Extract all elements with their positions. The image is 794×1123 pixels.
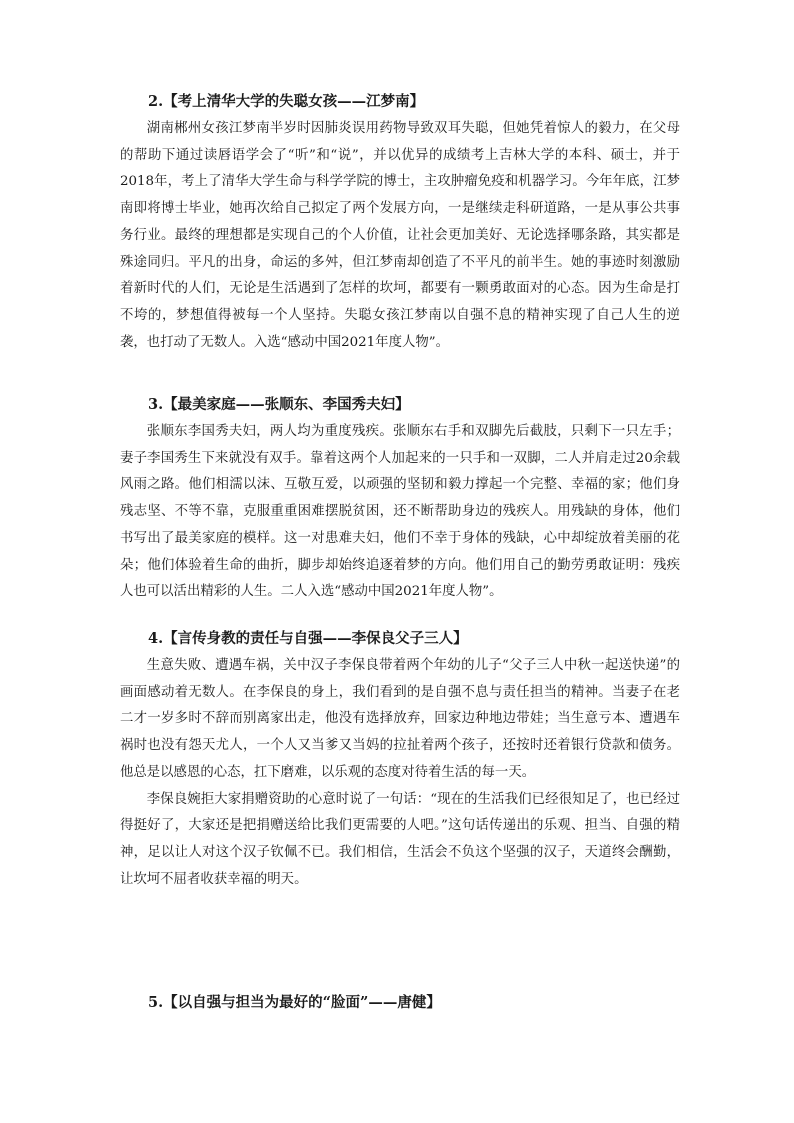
section-heading: 4.【言传身教的责任与自强——李保良父子三人】 [148,630,468,647]
section-heading: 3.【最美家庭——张顺东、李国秀夫妇】 [148,396,410,413]
section-paragraph: 张顺东李国秀夫妇，两人均为重度残疾。张顺东右手和双脚先后截肢，只剩下一只左手；妻子李国秀生下来就没有双手。靠着这两个人加起来的一只手和一双脚，二人并肩走过20余载风雨之路。他们相濡以沫、互敬互爱，以顽强的坚韧和毅力撑起一个完整、幸福的家；他们身残志坚、不等不靠，克服重重困难摆脱贫困，还不断帮助身边的残疾人。用残缺的身体，他们书写出了最美家庭的模样。这一对患难夫妇，他们不幸于身体的残缺，心中却绽放着美丽的花朵；他们体验着生命的曲折，脚步却始终追逐着梦的方向。他们用自己的勤劳勇敢证明：残疾人也可以活出精彩的人生。二人入选“感动中国2021年度人物”。 [120,424,680,600]
section-zhang-shundong-li-guoxiu [120,395,680,606]
section-jiang-mengnan [120,92,680,356]
section-paragraph: 生意失败、遭遇车祸，关中汉子李保良带着两个年幼的儿子“父子三人中秋一起送快递”的画面感动着无数人。在李保良的身上，我们看到的是自强不息与责任担当的精神。当妻子在老二才一岁多时不辞而别离家出走，他没有选择放弃，回家边种地边带娃；当生意亏本、遭遇车祸时也没有怨天尤人，一个人又当爹又当妈的拉扯着两个孩子，还按时还着银行贷款和债务。他总是以感恩的心态，扛下磨难，以乐观的态度对待着生活的每一天。 [120,658,680,780]
section-tang-jian [120,993,680,1017]
section-heading: 5.【以自强与担当为最好的“脸面”——唐健】 [148,994,441,1011]
section-heading: 2.【考上清华大学的失聪女孩——江梦南】 [148,93,425,110]
section-paragraph: 湖南郴州女孩江梦南半岁时因肺炎误用药物导致双耳失聪，但她凭着惊人的毅力，在父母的帮助下通过读唇语学会了“听”和“说”，并以优异的成绩考上吉林大学的本科、硕士，并于2018年，考上了清华大学生命与科学学院的博士，主攻肿瘤免疫和机器学习。今年年底，江梦南即将博士毕业，她再次给自己拟定了两个发展方向，一是继续走科研道路，一是从事公共事务行业。最终的理想都是实现自己的个人价值，让社会更加美好、无论选择哪条路，其实都是殊途同归。平凡的出身，命运的多舛，但江梦南却创造了不平凡的前半生。她的事迹时刻激励着新时代的人们，无论是生活遇到了怎样的坎坷，都要有一颗勇敢面对的心态。因为生命是打不垮的，梦想值得被每一个人坚持。失聪女孩江梦南以自强不息的精神实现了自己人生的逆袭，也打动了无数人。入选“感动中国2021年度人物”。 [120,121,680,350]
section-li-baoliang [120,629,680,893]
section-paragraph: 李保良婉拒大家捐赠资助的心意时说了一句话：“现在的生活我们已经很知足了，也已经过得挺好了，大家还是把捐赠送给比我们更需要的人吧。”这句话传递出的乐观、担当、自强的精神，足以让人对这个汉子钦佩不已。我们相信，生活会不负这个坚强的汉子，天道终会酬勤，让坎坷不屈者收获幸福的明天。 [120,791,680,887]
